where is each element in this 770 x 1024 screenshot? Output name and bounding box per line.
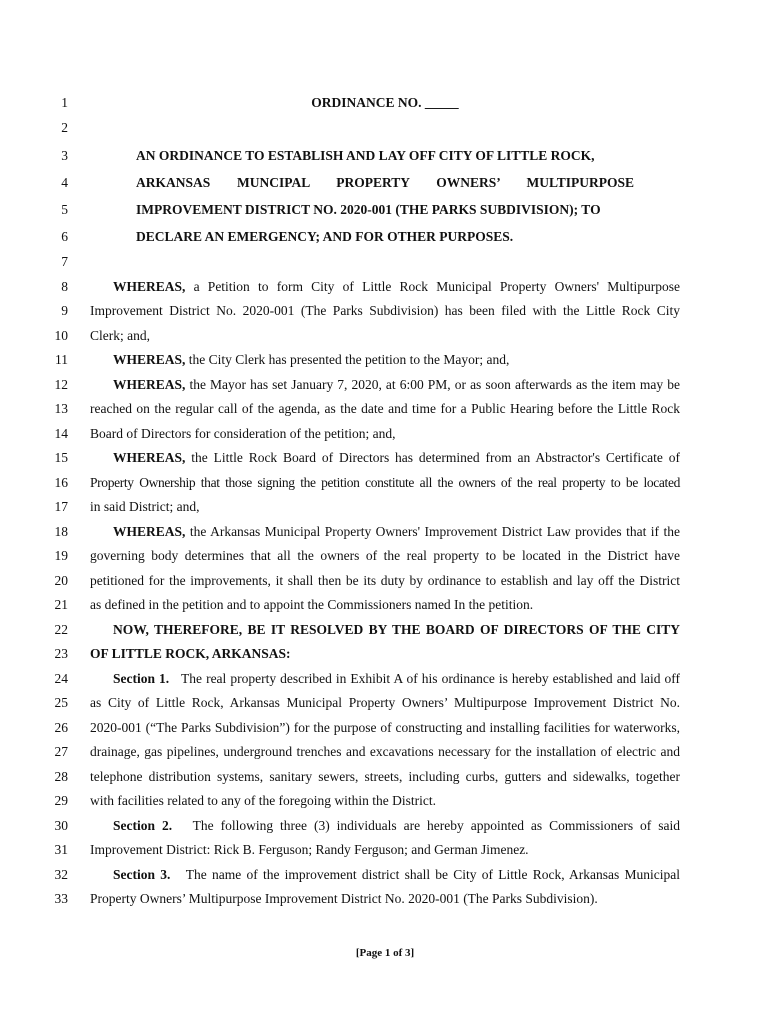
ordinance-title-line: IMPROVEMENT DISTRICT NO. 2020-001 (THE PARKS SUBDIVISION); TO	[136, 202, 601, 217]
line-number: 28	[54, 769, 68, 784]
body-line: governing body determines that all the owners of the real property to be located in the District have	[90, 548, 680, 563]
line-number: 3	[61, 148, 68, 163]
ordinance-title-line: DECLARE AN EMERGENCY; AND FOR OTHER PURPOSES.	[136, 229, 514, 244]
line-number: 27	[54, 744, 68, 759]
body-line: as City of Little Rock, Arkansas Municipal Property Owners’ Multipurpose Improvement District No.	[90, 695, 680, 710]
whereas-label: WHEREAS,	[113, 352, 186, 367]
line-number: 10	[54, 328, 68, 343]
body-line: Improvement District: Rick B. Ferguson; Randy Ferguson; and German Jimenez.	[90, 842, 529, 857]
body-text: the Arkansas Municipal Property Owners' Improvement District Law provides that if the	[185, 524, 680, 539]
body-text: The real property described in Exhibit A of his ordinance is hereby established and laid off	[169, 671, 680, 686]
section-label: Section 3.	[113, 867, 171, 882]
line-number: 15	[54, 450, 68, 465]
line-number: 14	[54, 426, 68, 441]
line-number: 30	[54, 818, 68, 833]
line-number: 1	[61, 95, 68, 110]
line-number: 25	[54, 695, 68, 710]
line-number: 33	[54, 891, 68, 906]
section-label: Section 1.	[113, 671, 170, 686]
page-footer: [Page 1 of 3]	[355, 947, 415, 959]
body-line: Board of Directors for consideration of the petition; and,	[90, 426, 396, 441]
line-number: 2	[61, 120, 68, 135]
line-number: 16	[54, 475, 68, 490]
body-line: telephone distribution systems, sanitary sewers, streets, including curbs, gutters and sidewalks, together	[90, 769, 680, 784]
line-number: 9	[61, 303, 68, 318]
line-number: 29	[54, 793, 68, 808]
ordinance-heading: ORDINANCE NO. _____	[311, 95, 459, 110]
section-label: Section 2.	[113, 818, 173, 833]
body-line	[90, 671, 680, 687]
body-line: 2020-001 (“The Parks Subdivision”) for the purpose of constructing and installing facilities for waterworks,	[90, 720, 680, 735]
body-line: with facilities related to any of the foregoing within the District.	[90, 793, 437, 808]
body-line: as defined in the petition and to appoint the Commissioners named In the petition.	[90, 597, 534, 612]
whereas-label: WHEREAS,	[113, 524, 186, 539]
body-line: drainage, gas pipelines, underground trenches and excavations necessary for the installation of electric and	[90, 744, 680, 759]
body-line	[90, 867, 680, 883]
line-number: 20	[54, 573, 68, 588]
body-line	[90, 377, 680, 393]
line-number: 26	[54, 720, 68, 735]
line-number: 8	[61, 279, 68, 294]
line-number: 7	[61, 254, 68, 269]
body-line: reached on the regular call of the agenda, as the date and time for a Public Hearing before the Little Rock	[90, 401, 680, 416]
whereas-label: WHEREAS,	[113, 450, 186, 465]
body-line: Improvement District No. 2020-001 (The Parks Subdivision) has been filed with the Little Rock City	[90, 303, 680, 318]
line-number: 6	[61, 229, 68, 244]
line-number: 32	[54, 867, 68, 882]
body-text: the City Clerk has presented the petition to the Mayor; and,	[185, 352, 510, 367]
resolution-clause: OF LITTLE ROCK, ARKANSAS:	[90, 646, 291, 661]
line-number: 4	[61, 175, 68, 190]
body-text: The following three (3) individuals are hereby appointed as Commissioners of said	[172, 818, 680, 833]
body-line: in said District; and,	[90, 499, 200, 514]
body-line: Clerk; and,	[90, 328, 150, 343]
line-number: 5	[61, 202, 68, 217]
body-line: Property Owners’ Multipurpose Improvement District No. 2020-001 (The Parks Subdivision).	[90, 891, 598, 906]
body-text: The name of the improvement district shall be City of Little Rock, Arkansas Municipal	[170, 867, 681, 882]
line-number: 18	[54, 524, 68, 539]
line-number: 23	[54, 646, 68, 661]
line-number: 31	[54, 842, 68, 857]
line-number: 13	[54, 401, 68, 416]
body-line	[90, 352, 680, 368]
ordinance-title-line: AN ORDINANCE TO ESTABLISH AND LAY OFF CITY OF LITTLE ROCK,	[136, 148, 595, 163]
body-line	[90, 279, 680, 295]
line-number: 19	[54, 548, 68, 563]
body-line: petitioned for the improvements, it shall then be its duty by ordinance to establish and lay off the District	[90, 573, 680, 588]
body-line: Property Ownership that those signing the petition constitute all the owners of the real property to be located	[90, 475, 680, 490]
line-number: 17	[54, 499, 68, 514]
line-number: 11	[55, 352, 68, 367]
body-text: the Little Rock Board of Directors has determined from an Abstractor's Certificate of	[185, 450, 680, 465]
resolution-clause: NOW, THEREFORE, BE IT RESOLVED BY THE BOARD OF DIRECTORS OF THE CITY	[113, 622, 680, 637]
line-number: 24	[54, 671, 68, 686]
whereas-label: WHEREAS,	[113, 279, 186, 294]
body-text: the Mayor has set January 7, 2020, at 6:00 PM, or as soon afterwards as the item may be	[185, 377, 680, 392]
body-line	[90, 450, 680, 466]
body-text: a Petition to form City of Little Rock Municipal Property Owners' Multipurpose	[185, 279, 680, 294]
ordinance-title-line: ARKANSAS MUNCIPAL PROPERTY OWNERS’ MULTIPURPOSE	[136, 175, 634, 190]
line-number: 12	[54, 377, 68, 392]
body-line	[90, 524, 680, 540]
whereas-label: WHEREAS,	[113, 377, 186, 392]
line-number: 21	[54, 597, 68, 612]
line-number: 22	[54, 622, 68, 637]
body-line	[90, 818, 680, 834]
